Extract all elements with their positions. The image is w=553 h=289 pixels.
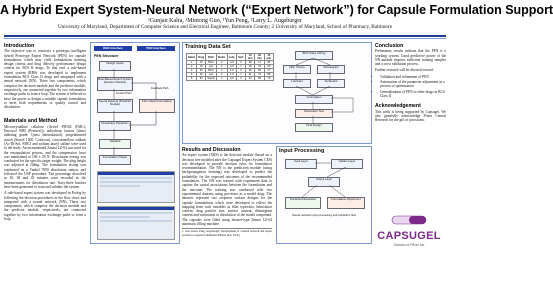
table-cell: 4: [216, 73, 227, 77]
intro-heading: Introduction: [4, 43, 35, 49]
nn-predictor-box: Neural Network (Predictor Module): [97, 99, 133, 113]
table-cell: 5: [187, 77, 197, 81]
results-text: An expert system (XRS) is the decision module (based on a decision tree modeled after the Capsugel Expert System CES) was developed to provide decision rules for formulation recommendation. The NN is the prediction module (using backpropagation learning) was developed to predict the probability for the expected outcomes of the recommended formulation. The NN was trained with experiment data to capture the causal associations between the formulation and the outcome. The training was conducted with two experimental datasets using processes as a model drug. The datasets represent two response surface designs for the capsule formulations which were developed to reflect the mapping from such variables as filler type/ratio, lubrication content, drug particle size, surface content, disintegrant content and surfactants to dissolution of the model compound. The capsules were filled using dosator-type Zanasi LZ-64 automatic filling machine.: [182, 153, 272, 227]
left-column: [4, 42, 86, 223]
authors: ¹Gunjan Kalra, ¹Mintong Guo, ¹Yun Peng, ²Larry L. Augsburger: [148, 18, 302, 24]
header-divider-bottom: [4, 38, 446, 39]
table-cell: 70: [264, 77, 273, 81]
input-processing-heading: Input Processing: [279, 148, 325, 154]
diagram-node-test: Dissolution Test: [295, 109, 333, 118]
conclusion-heading: Conclusion: [375, 43, 404, 49]
dissolution-prediction-box: Dissolution Prediction: [99, 121, 131, 131]
input-processing-arrows: [277, 147, 371, 243]
capsule-icon: [391, 215, 427, 225]
table-header-cell: 10 min: [245, 54, 254, 61]
table-cell: Lac: [206, 65, 217, 69]
poster-title: A Hybrid Expert System-Neural Network (“Expert Network”) for Capsule Formulation Support: [0, 3, 553, 17]
table-cell: Lac: [206, 73, 217, 77]
diagram-node-surfactant: Surfactant: [317, 79, 345, 88]
table-cell: 0: [237, 69, 246, 73]
list-item: • Validation and refinement of PEN: [380, 75, 446, 79]
table-header-cell: Surf.: [238, 55, 244, 59]
table-cell: 88: [264, 73, 273, 77]
header-divider-top: [4, 35, 446, 37]
pen-flowchart-panel: [90, 42, 180, 244]
rbs-screenshot: [97, 171, 175, 203]
table-cell: 0.5: [227, 65, 236, 69]
diagram-node-filler: Filler Choice: [283, 65, 311, 74]
table-cell: 1: [237, 65, 246, 69]
table-cell: 15: [197, 65, 206, 69]
predicted-dissolution-box: Predicted Dissolution: [285, 197, 321, 209]
methods-text-1: Microcrystalline cellulose (Avicel PH102 (FMC); Emcocel 90M (Penwest)), anhydrous lactose (direct tableting grade; Quest International), pregelatinized starch (Starch 1500, Colorcon), croscarmellose sodium (Ac-Di-Sol, FMC) and sodium lauryl sulfate were used in the study. An instrumented Zanasi LZ-64 was used for the encapsulation process, and the compression force was maintained at 100 ± 20 N. Dissolution testing was conducted for the specific target weight. The plug height was adjusted at filling. The formulation testing was conducted on a Vankel 7000 dissolution station, and followed the USP procedure. The percentage dissolved in 10, 30 and 45 minutes were recorded as the measurements for dissolution rate. Sixty-three batches have been generated to train and validate the system.: [4, 124, 86, 189]
methods-heading: Materials and Method: [4, 118, 58, 125]
table-header-cell: 45 min: [264, 54, 273, 61]
table-header-cell: Lubr.: [228, 55, 236, 59]
table-cell: 1.0: [227, 69, 236, 73]
further-research-label: Further research will be directed toward:: [375, 68, 434, 73]
pen-screenshot: [97, 206, 175, 240]
table-header-cell: Filler: [206, 54, 217, 61]
design-inputs-box: Design Inputs: [99, 61, 131, 71]
adjust-formulation-box: Fail / Adjust Formulation: [139, 99, 175, 113]
input-node-b: Hidden Layer: [331, 159, 363, 169]
table-cell: MCC: [206, 61, 217, 65]
table-cell: 15: [197, 61, 206, 65]
formulation-output-box: Formulation Output: [99, 155, 131, 165]
table-cell: 41: [245, 73, 254, 77]
table-cell: 90: [264, 65, 273, 69]
table-cell: 0: [237, 77, 246, 81]
methods-text-2: A rule-based expert system was developed in Prolog by following the decision procedures in the flow chart, and integrated with a neural network (NN). These two components, which comprise the decision module and the predictor module, respectively, are connected together by two information exchange paths to form a loop.: [4, 191, 86, 221]
forward-path-label: Forward Path: [116, 92, 132, 95]
table-cell: 55: [255, 77, 264, 81]
further-research-list: [375, 75, 446, 98]
table-cell: 0.5: [227, 61, 236, 65]
table-cell: 4: [216, 65, 227, 69]
tab-pen-interface: PEN Interface: [137, 46, 175, 51]
table-cell: 71: [255, 61, 264, 65]
table-cell: 2: [216, 69, 227, 73]
table-cell: 1: [187, 61, 197, 65]
table-cell: 4: [187, 73, 197, 77]
affiliation: University of Maryland, Department of Computer Science and Electrical Engineer, Baltimore County; 2 University of Maryland, School of Pharmacy, Baltimore: [57, 24, 393, 30]
table-cell: 2: [216, 77, 227, 81]
table-cell: 85: [264, 61, 273, 65]
logo-subtitle: Division of Pfizer Inc: [393, 243, 425, 247]
conclusion-text: Preliminary results indicate that the PEN is a working system. Good predictive power of the NN module requires sufficient training samples and a cross validation process.: [375, 49, 446, 67]
table-header-cell: Drug: [198, 55, 205, 59]
satisfied-box: Satisfied: [99, 139, 131, 149]
table-cell: 2: [187, 65, 197, 69]
table-cell: 62: [255, 69, 264, 73]
ack-heading: Acknowledgement: [375, 103, 421, 110]
diagram-node-lubricant: Lubricant: [283, 79, 311, 88]
table-cell: 3: [187, 69, 197, 73]
table-cell: 1: [237, 73, 246, 77]
results-column: [182, 146, 272, 239]
table-cell: 79: [255, 65, 264, 69]
table-cell: Starch: [207, 77, 215, 80]
feedback-path-label: Feedback Path: [151, 87, 169, 90]
flowchart-title: PEN Structure: [94, 54, 119, 58]
diagram-node-start: BCS Class II Drug: [295, 51, 333, 60]
table-cell: 38: [245, 61, 254, 65]
training-data-heading: Training Data Set: [185, 44, 231, 50]
reference: 1. Guo, Kalra, Peng, Augsburger: Development of a neural network and expert system for capsule formulation (Pharm. Dev. Tech.): [182, 230, 272, 237]
table-cell: 2: [216, 61, 227, 65]
rbs-decision-box: Rule-Based Expert System (Decision Module): [97, 77, 133, 91]
diagram-node-disint: Disintegrant: [317, 65, 345, 74]
table-header-cell: 30 min: [255, 54, 264, 61]
diagram-node-formulation: Formulation: [295, 95, 333, 104]
table-cell: 22: [245, 77, 254, 81]
table-cell: 45: [245, 65, 254, 69]
diagram-node-done: Final Design: [295, 123, 333, 132]
table-cell: 0.5: [227, 77, 236, 81]
formulation-adjustment-box: Formulation Adjustment: [327, 197, 365, 209]
tab-rbs-interface: RBS Interface: [94, 46, 132, 51]
table-cell: 50: [197, 77, 206, 81]
input-node-c: Output Layer: [308, 177, 340, 187]
table-cell: MCC: [206, 69, 217, 73]
input-processing-caption: Neural network input processing and prediction flow: [291, 213, 357, 217]
diagram-arrows: [183, 43, 371, 143]
input-processing-panel: [276, 146, 372, 244]
table-cell: 30: [197, 69, 206, 73]
logo-wordmark: CAPSUGEL: [377, 230, 441, 242]
input-node-a: Input Layer: [285, 159, 317, 169]
table-cell: 74: [255, 73, 264, 77]
table-cell: 30: [197, 73, 206, 77]
table-cell: 0: [237, 61, 246, 65]
right-column: [375, 42, 446, 124]
poster-header: [0, 0, 553, 34]
intro-text: The objective was to construct a prototype intelligent hybrid Prototype Expert Network (PEN) for capsule formulation, which may yield formulations meeting design criteria and drug delivery performance design criteria for BCS II drugs. To that end, a rule-based expert system (RBS) was developed to implement formulation BCS Class II drugs and integrated with a neural network (NN). These two components, which comprise the decision module and the predictor module, respectively, are connected together by two information exchange paths to form a loop. The system is believed to have the power to design a suitable capsule formulation to meet both requirements of quality control and dissolution.: [4, 49, 86, 110]
list-item: • Automation of the parameter adjustment as a process of optimization: [380, 80, 446, 89]
table-cell: 1.0: [227, 73, 236, 77]
list-item: • Generalization of PEN to other drugs in BCS Class II: [380, 90, 446, 99]
capsugel-logo: [376, 212, 442, 246]
table-cell: 29: [245, 69, 254, 73]
table-cell: 77: [264, 69, 273, 73]
ack-text: This work is being supported by Capsugel. We also gratefully acknowledge Pfizer Central Research for the gift of piroxicam.: [375, 109, 446, 123]
training-data-panel: [182, 42, 372, 144]
results-heading: Results and Discussion: [182, 147, 241, 153]
table-header-cell: Batch: [188, 55, 196, 59]
table-header-cell: Disint.: [217, 55, 226, 59]
